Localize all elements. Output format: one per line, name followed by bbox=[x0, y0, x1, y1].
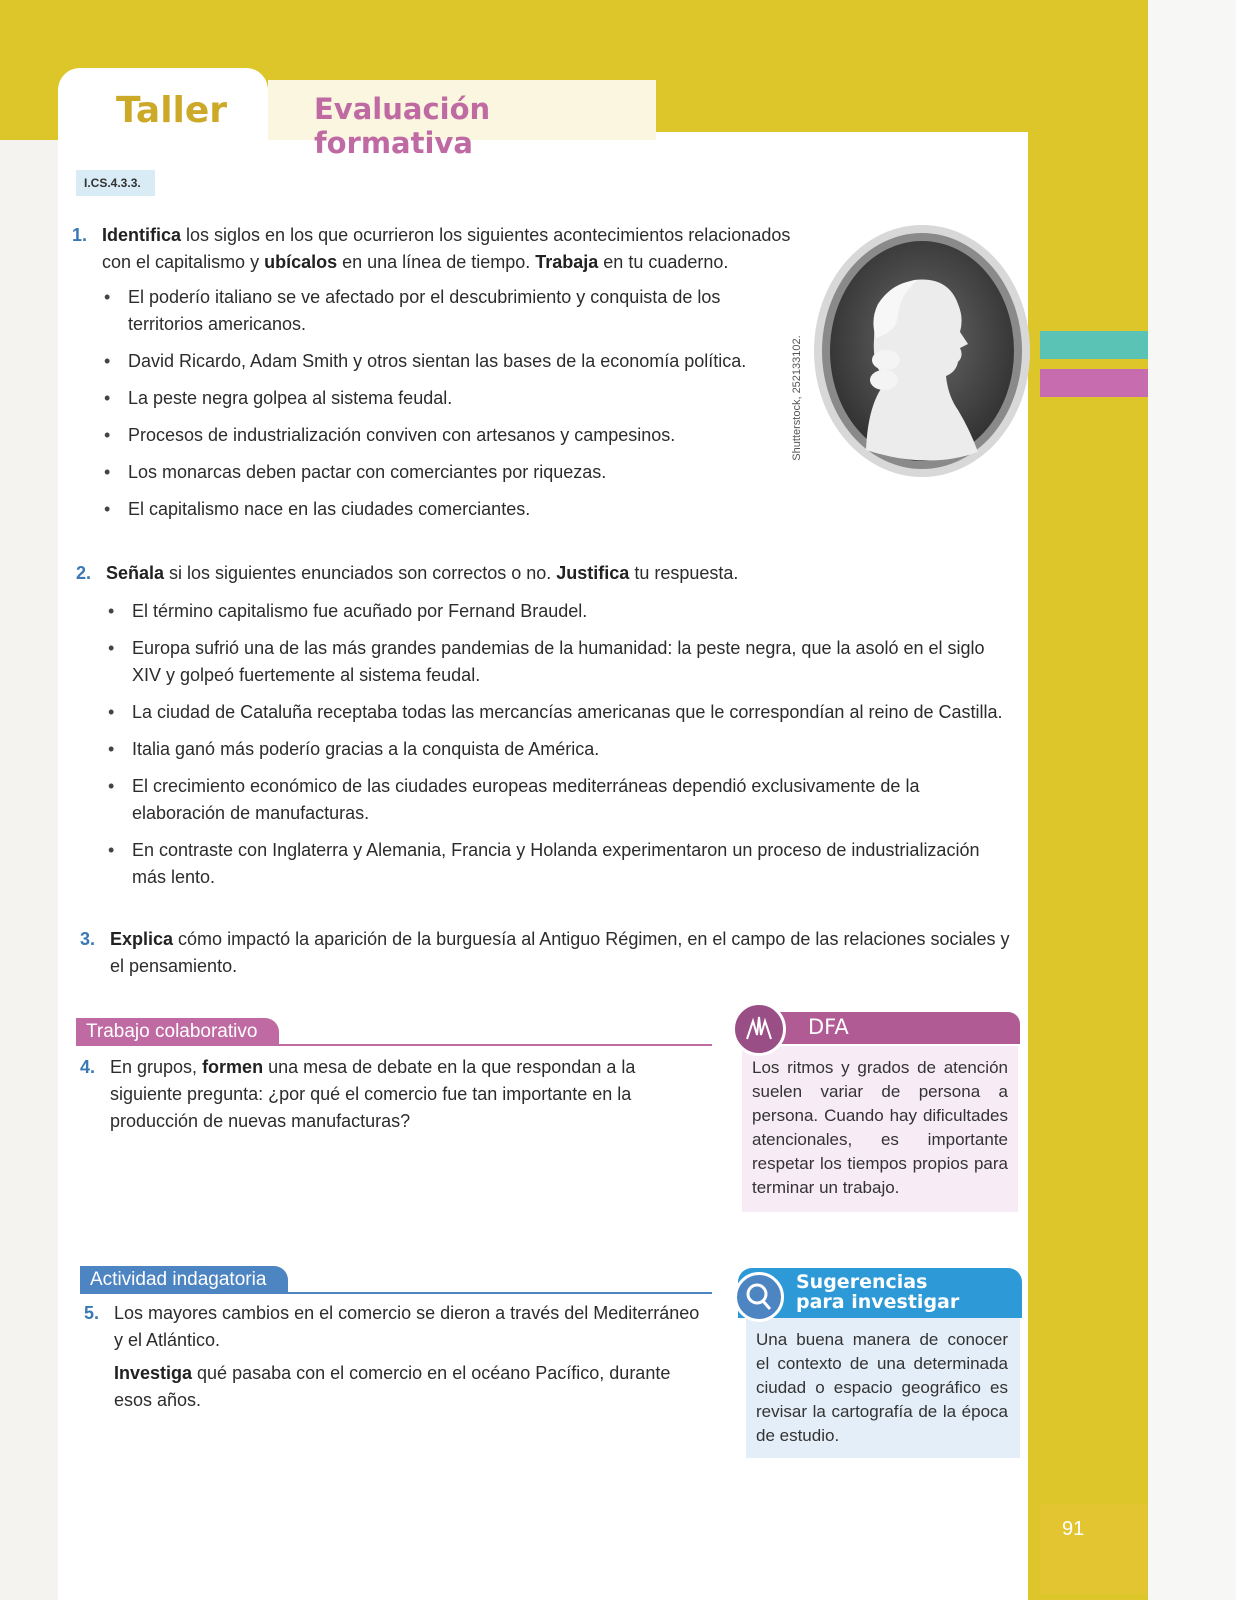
list-item: • El capitalismo nace en las ciudades comerciantes. bbox=[104, 496, 764, 523]
list-item: • David Ricardo, Adam Smith y otros sientan las bases de la economía política. bbox=[104, 348, 764, 375]
tab-taller bbox=[58, 68, 268, 158]
list-item: • La ciudad de Cataluña receptaba todas las mercancías americanas que le correspondían al reino de Castilla. bbox=[108, 699, 1014, 726]
sugerencias-title bbox=[796, 1272, 959, 1312]
question-2 bbox=[76, 560, 1006, 587]
question-number: 2. bbox=[76, 563, 92, 583]
keyword: Investiga bbox=[114, 1363, 193, 1383]
sugerencias-title-line: para investigar bbox=[796, 1291, 960, 1313]
list-item: • La peste negra golpea al sistema feudal. bbox=[104, 385, 764, 412]
question-text: los siglos en los que ocurrieron los siguientes acontecimientos relacionados con el capitalismo y bbox=[102, 225, 791, 272]
keyword: ubícalos bbox=[264, 252, 338, 272]
teal-marker bbox=[1040, 331, 1148, 359]
question-instruction bbox=[114, 1360, 712, 1414]
list-item: • Procesos de industrialización conviven con artesanos y campesinos. bbox=[104, 422, 764, 449]
list-item: • El término capitalismo fue acuñado por Fernand Braudel. bbox=[108, 598, 1014, 625]
question-4 bbox=[80, 1054, 712, 1135]
question-1-list bbox=[104, 284, 764, 523]
image-credit: Shutterstock, 252133102. bbox=[791, 335, 803, 461]
question-text: en una línea de tiempo. bbox=[337, 252, 536, 272]
dfa-title: DFA bbox=[808, 1015, 849, 1039]
list-item: • Europa sufrió una de las más grandes pandemias de la humanidad: la peste negra, que la asoló en el siglo XIV y golpeó fuertemente al sistema feudal. bbox=[108, 635, 1014, 689]
question-3 bbox=[80, 926, 1016, 980]
keyword: Identifica bbox=[102, 225, 182, 245]
question-text: qué pasaba con el comercio en el océano Pacífico, durante esos años. bbox=[114, 1363, 671, 1410]
list-item: • Los monarcas deben pactar con comerciantes por riquezas. bbox=[104, 459, 764, 486]
section-header-actividad-indagatoria bbox=[80, 1266, 712, 1294]
question-number: 4. bbox=[80, 1057, 96, 1077]
question-text: una mesa de debate en la que respondan a la siguiente pregunta: ¿por qué el comercio fue tan importante en la producción de nuevas manufacturas? bbox=[110, 1057, 636, 1131]
page-edge bbox=[1148, 0, 1236, 1600]
sugerencias-text: Una buena manera de conocer el contexto de una determinada ciudad o espacio geográfico es revisar la cartografía de la época de estudio. bbox=[756, 1330, 1008, 1445]
keyword: Explica bbox=[110, 929, 174, 949]
tab-taller-label: Taller bbox=[116, 90, 228, 131]
question-number: 5. bbox=[84, 1303, 100, 1323]
skill-code-badge: I.CS.4.3.3. bbox=[76, 170, 155, 196]
section-header-trabajo-colaborativo bbox=[76, 1018, 712, 1046]
question-1 bbox=[72, 222, 802, 276]
list-item: • Italia ganó más poderío gracias a la conquista de América. bbox=[108, 736, 1014, 763]
question-5 bbox=[84, 1300, 712, 1414]
question-text: si los siguientes enunciados son correctos o no. bbox=[164, 563, 557, 583]
right-yellow-band bbox=[1028, 0, 1148, 1600]
hands-icon bbox=[732, 1002, 786, 1056]
keyword: Justifica bbox=[556, 563, 630, 583]
section-label: Actividad indagatoria bbox=[80, 1266, 288, 1294]
list-item: • El poderío italiano se ve afectado por el descubrimiento y conquista de los territorios americanos. bbox=[104, 284, 764, 338]
page-number: 91 bbox=[1062, 1518, 1085, 1540]
section-label: Trabajo colaborativo bbox=[76, 1018, 279, 1046]
list-item: • El crecimiento económico de las ciudades europeas mediterráneas dependió exclusivamente de la elaboración de manufacturas. bbox=[108, 773, 1014, 827]
dfa-text: Los ritmos y grados de atención suelen variar de persona a persona. Cuando hay dificultades atencionales, es importante respetar los tiempos propios para terminar un trabajo. bbox=[752, 1058, 1008, 1197]
keyword: Trabaja bbox=[535, 252, 599, 272]
page-number-box bbox=[1040, 1504, 1148, 1594]
question-text: en tu cuaderno. bbox=[598, 252, 729, 272]
magnifier-icon bbox=[734, 1272, 784, 1322]
question-text: Los mayores cambios en el comercio se dieron a través del Mediterráneo y el Atlántico. bbox=[114, 1303, 700, 1350]
question-number: 3. bbox=[80, 929, 96, 949]
question-number: 1. bbox=[72, 225, 88, 245]
list-item: • En contraste con Inglaterra y Alemania, Francia y Holanda experimentaron un proceso de industrialización más lento. bbox=[108, 837, 1014, 891]
tab-evaluacion-label: Evaluación formativa bbox=[314, 92, 491, 160]
keyword: formen bbox=[202, 1057, 264, 1077]
question-2-list bbox=[108, 598, 1014, 891]
tab-evaluacion bbox=[268, 80, 656, 160]
question-text: En grupos, bbox=[110, 1057, 203, 1077]
keyword: Señala bbox=[106, 563, 165, 583]
question-text: cómo impactó la aparición de la burguesía al Antiguo Régimen, en el campo de las relaciones sociales y el pensamiento. bbox=[110, 929, 1010, 976]
pink-marker bbox=[1040, 369, 1148, 397]
portrait-cameo-image bbox=[808, 220, 1036, 482]
question-text: tu respuesta. bbox=[629, 563, 739, 583]
sugerencias-title-line: Sugerencias bbox=[796, 1271, 928, 1293]
